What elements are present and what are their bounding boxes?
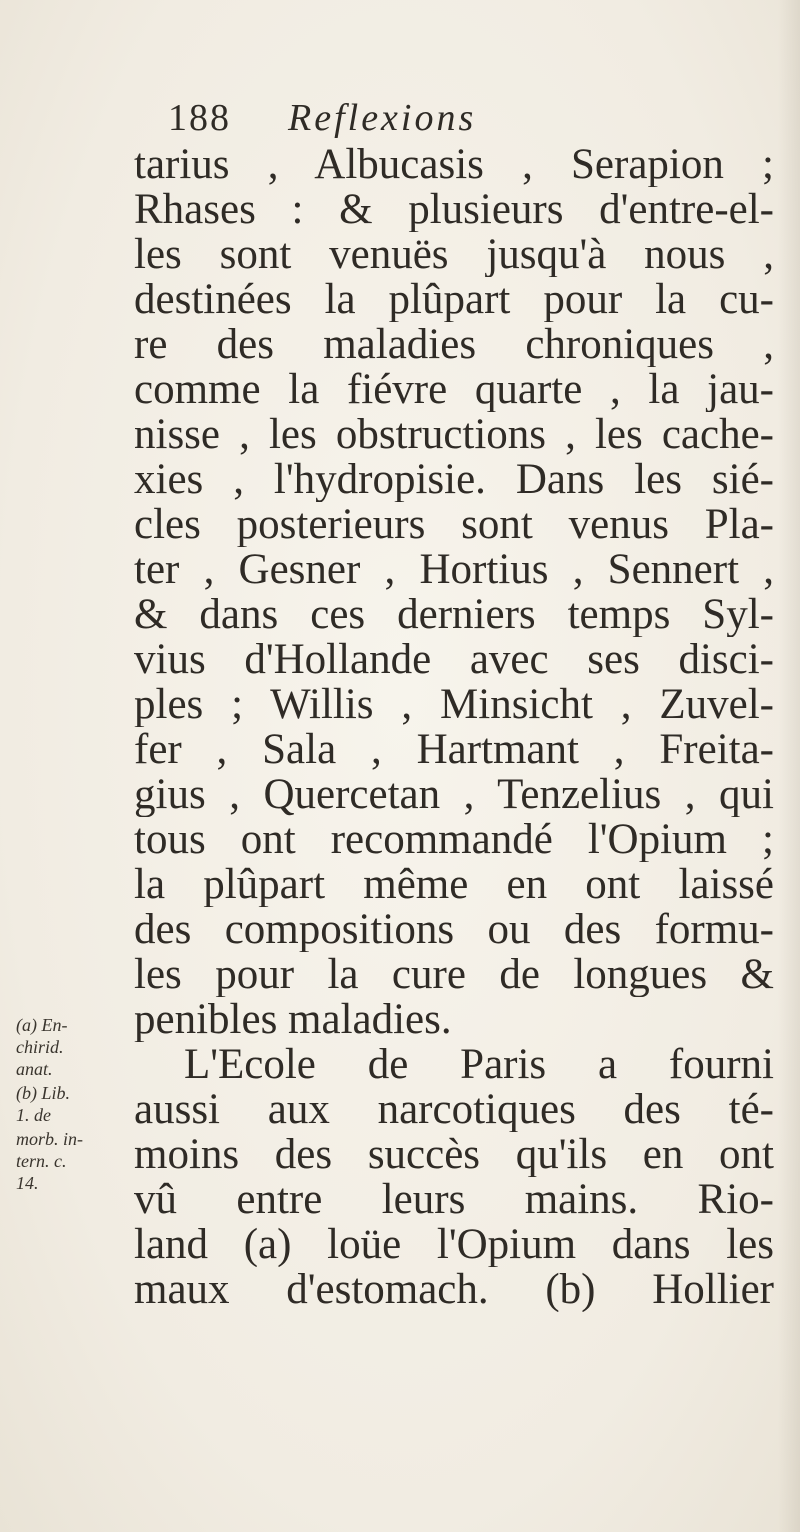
text-line: maux d'estomach. (b) Hollier [134, 1267, 774, 1312]
margin-note-line: tern. c. [16, 1151, 67, 1171]
text-line: des compositions ou des formu- [134, 907, 774, 952]
margin-notes [16, 1014, 128, 1194]
paragraph-start-line: L'Ecole de Paris a fourni [184, 1042, 774, 1087]
text-line: les sont venuës jusqu'à nous , [134, 232, 774, 277]
body-text [134, 142, 774, 1312]
text-line: tous ont recommandé l'Opium ; [134, 817, 774, 862]
text-line: re des maladies chroniques , [134, 322, 774, 367]
text-line: comme la fiévre quarte , la jau- [134, 367, 774, 412]
text-line: moins des succès qu'ils en ont [134, 1132, 774, 1177]
margin-note-line: 14. [16, 1173, 39, 1193]
text-line: les pour la cure de longues & [134, 952, 774, 997]
text-line: land (a) loüe l'Opium dans les [134, 1222, 774, 1267]
text-line: tarius , Albucasis , Serapion ; [134, 142, 774, 187]
margin-note-line: (b) Lib. [16, 1083, 70, 1103]
margin-note-line: morb. in- [16, 1129, 83, 1149]
text-line: la plûpart même en ont laissé [134, 862, 774, 907]
text-line: & dans ces derniers temps Syl- [134, 592, 774, 637]
margin-note-line: (a) En- [16, 1015, 68, 1035]
page-number: 188 [168, 97, 231, 139]
text-line: cles posterieurs sont venus Pla- [134, 502, 774, 547]
text-line: ples ; Willis , Minsicht , Zuvel- [134, 682, 774, 727]
text-line: Rhases : & plusieurs d'entre-el- [134, 187, 774, 232]
page-edge-shadow [778, 0, 800, 1532]
text-line: ter , Gesner , Hortius , Sennert , [134, 547, 774, 592]
text-line: vû entre leurs mains. Rio- [134, 1177, 774, 1222]
text-line: aussi aux narcotiques des té- [134, 1087, 774, 1132]
text-line: destinées la plûpart pour la cu- [134, 277, 774, 322]
text-line: xies , l'hydropisie. Dans les sié- [134, 457, 774, 502]
running-head: Reflexions [288, 97, 477, 139]
text-line: fer , Sala , Hartmant , Freita- [134, 727, 774, 772]
margin-note-line: anat. [16, 1059, 53, 1079]
text-line: gius , Quercetan , Tenzelius , qui [134, 772, 774, 817]
text-line: vius d'Hollande avec ses disci- [134, 637, 774, 682]
margin-note-line: chirid. [16, 1037, 64, 1057]
text-line: penibles maladies. [134, 997, 452, 1042]
page-header [168, 96, 768, 144]
margin-note-line: 1. de [16, 1105, 51, 1125]
text-line: nisse , les obstructions , les cache- [134, 412, 774, 457]
